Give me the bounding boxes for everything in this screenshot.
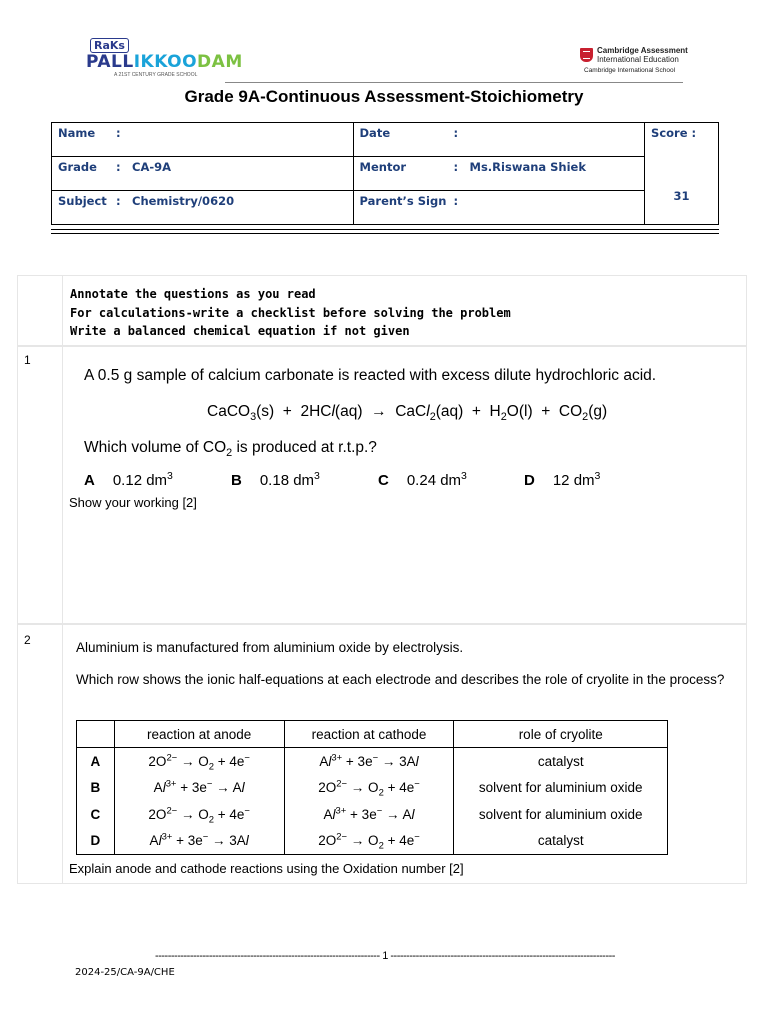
question-2-text: Which row shows the ionic half-equations at each electrode and describes the role of cryolite in the process?: [76, 672, 725, 687]
date-cell[interactable]: Date :: [353, 123, 645, 157]
option-b[interactable]: B 0.18 $dm^3$: [231, 470, 320, 489]
table-header: reaction at cathode: [284, 721, 454, 748]
subject-cell: Subject : Chemistry/0620: [52, 191, 354, 225]
table-header: role of cryolite: [454, 721, 668, 748]
footer-page-line: ----------------------------------------------------------------------- 1 -----------------------------------------------------------------------: [155, 950, 615, 962]
instruction-line: Write a balanced chemical equation if not given: [70, 324, 410, 338]
school-logo: [86, 38, 243, 82]
cambridge-school: Cambridge International School: [584, 67, 676, 74]
question-1-text: A 0.5 g sample of calcium carbonate is reacted with excess dilute hydrochloric acid.: [84, 367, 657, 384]
instructions: [70, 285, 511, 341]
name-cell[interactable]: Name :: [52, 123, 354, 157]
header-rule: [225, 82, 683, 83]
table-row[interactable]: D $Al^{3+} + 3e^- \to 3Al$ $2O^{2-} \to O_2 + 4e^-$ catalyst: [77, 828, 668, 855]
cambridge-logo: [580, 46, 690, 82]
brand-tagline: A 21ST CENTURY GRADE SCHOOL: [114, 72, 198, 78]
cambridge-line2: International Education: [597, 55, 679, 64]
table-row[interactable]: C $2O^{2-} \to O_2 + 4e^-$ $Al^{3+} + 3e^- \to Al$ solvent for aluminium oxide: [77, 801, 668, 828]
option-c[interactable]: C 0.24 $dm^3$: [378, 470, 467, 489]
question-1-equation: CaCO$_3$(s) + 2HCl(aq) → CaCl$_2$(aq) + $H_2O(l) + CO_2(g)$: [207, 403, 608, 424]
cambridge-line1: Cambridge Assessment: [597, 46, 688, 55]
cambridge-shield-icon: [580, 48, 593, 62]
show-working-prompt: Show your working [2]: [69, 495, 197, 510]
table-header-blank: [77, 721, 115, 748]
score-label: Score :: [645, 123, 719, 157]
table-row[interactable]: B $Al^{3+} + 3e^- \to Al$ $2O^{2-} \to O_2 + 4e^-$ solvent for aluminium oxide: [77, 775, 668, 802]
score-value: 31: [645, 157, 719, 225]
cryolite-table: [76, 720, 668, 855]
double-rule: [51, 229, 719, 234]
table-row[interactable]: A $2O^{2-} \to O_2 + 4e^-$ $Al^{3+} + 3e^- \to 3Al$ catalyst: [77, 748, 668, 775]
number-column-divider: [62, 275, 63, 884]
footer-code: 2024-25/CA-9A/CHE: [75, 967, 175, 978]
parent-sign-cell[interactable]: Parent’s Sign :: [353, 191, 645, 225]
question-2-intro: Aluminium is manufactured from aluminium oxide by electrolysis.: [76, 640, 464, 655]
mentor-cell: Mentor : Ms.Riswana Shiek: [353, 157, 645, 191]
page-title: Grade 9A-Continuous Assessment-Stoichiometry: [184, 87, 584, 106]
question-1-number: 1: [24, 353, 31, 367]
question-2-number: 2: [24, 633, 31, 647]
explain-prompt: Explain anode and cathode reactions using the Oxidation number [2]: [69, 861, 464, 876]
page-number: 1: [382, 950, 388, 962]
table-header: reaction at anode: [114, 721, 284, 748]
option-d[interactable]: D 12 $dm^3$: [524, 470, 601, 489]
option-a[interactable]: A 0.12 $dm^3$: [84, 470, 173, 489]
question-1-ask: Which volume of $CO_2$ is produced at r.t.p.?: [84, 439, 377, 460]
raks-badge: RaKs: [90, 38, 129, 53]
instruction-line: Annotate the questions as you read: [70, 287, 316, 301]
student-info-table: [51, 122, 719, 225]
brand-name: PALLIKKOODAM: [86, 52, 243, 72]
grade-cell: Grade : CA-9A: [52, 157, 354, 191]
instruction-line: For calculations-write a checklist before solving the problem: [70, 305, 511, 320]
